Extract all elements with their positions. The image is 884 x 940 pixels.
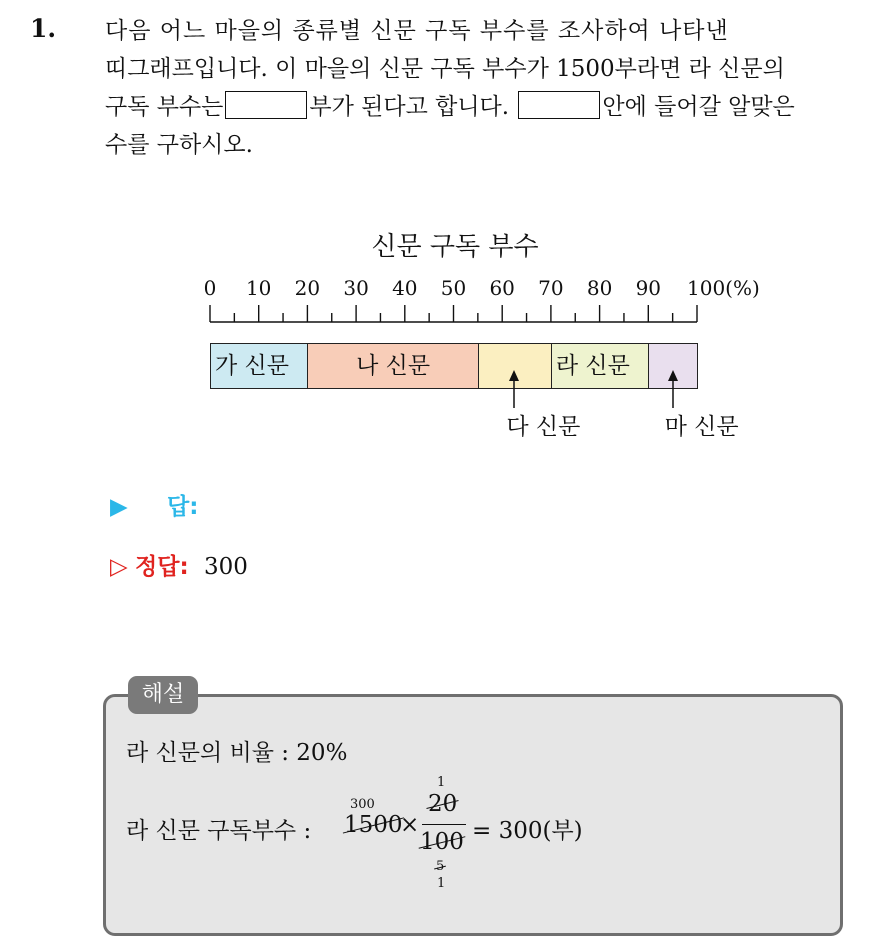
fraction-bar (422, 824, 466, 825)
whole-value-text: 1500 (344, 812, 403, 838)
question-line-3b: 부가 된다고 합니다. (309, 94, 510, 120)
axis-tick-label: 30 (343, 276, 369, 300)
axis-tick-label: 40 (392, 276, 418, 300)
axis-tick-label: 20 (294, 276, 321, 300)
callout-label: 다 신문 (506, 414, 581, 440)
question-line-2: 띠그래프입니다. 이 마을의 신문 구독 부수가 1500부라면 라 신문의 (105, 56, 785, 82)
denominator-cancel-5 (436, 859, 444, 874)
denominator (420, 829, 464, 855)
axis-tick-label: 80 (586, 276, 613, 300)
numerator (428, 791, 457, 817)
callout-arrow-icon (666, 370, 680, 410)
axis-tick-label: 50 (440, 276, 467, 300)
correct-value: 300 (203, 554, 248, 580)
axis-ruler (0, 0, 884, 460)
cancel-result-300: 300 (350, 797, 375, 812)
answer-label: 답: (167, 494, 199, 520)
callout-label: 마 신문 (664, 414, 739, 440)
axis-tick-label: 0 (203, 276, 217, 300)
answer-marker-icon: ▶ (110, 494, 128, 520)
answer-row (110, 488, 266, 521)
question-line-3a: 구독 부수는 (105, 94, 224, 120)
times-sign: × (400, 812, 420, 838)
correct-answer-row (110, 548, 248, 581)
question-line-3c: 안에 들어갈 알맞은 (602, 94, 795, 120)
correct-label: 정답: (135, 554, 189, 580)
explanation-line-1: 라 신문의 비율 : 20% (126, 740, 348, 766)
axis-tick-label: 70 (538, 276, 564, 300)
denominator-cancel-5-text: 5 (436, 859, 445, 874)
axis-tick-label: 90 (635, 276, 662, 300)
callout-arrow-icon (507, 370, 521, 410)
question-line-4: 수를 구하시오. (105, 132, 253, 158)
whole-value (344, 812, 403, 838)
axis-tick-label: 10 (245, 276, 272, 300)
chart-title: 신문 구독 부수 (371, 232, 539, 262)
explanation-line-2-prefix: 라 신문 구독부수 : (126, 818, 312, 844)
strip-segment: 라 신문 (551, 343, 649, 389)
strip-segment: 나 신문 (307, 343, 478, 389)
explanation-tab: 해설 (128, 676, 198, 714)
axis-tick-label: 60 (489, 276, 515, 300)
question-line-1: 다음 어느 마을의 종류별 신문 구독 부수를 조사하여 나타낸 (105, 18, 729, 44)
denominator-text: 100 (420, 829, 464, 855)
strip-segment: 가 신문 (210, 343, 308, 389)
explanation-result: = 300(부) (472, 818, 583, 844)
correct-marker-icon: ▷ (110, 554, 128, 580)
denominator-cancel-result: 1 (437, 876, 446, 891)
numerator-text: 20 (428, 791, 458, 817)
question-number: 1. (30, 14, 57, 43)
numerator-cancel-result: 1 (437, 775, 446, 790)
axis-tick-label: 100(%) (687, 276, 760, 300)
